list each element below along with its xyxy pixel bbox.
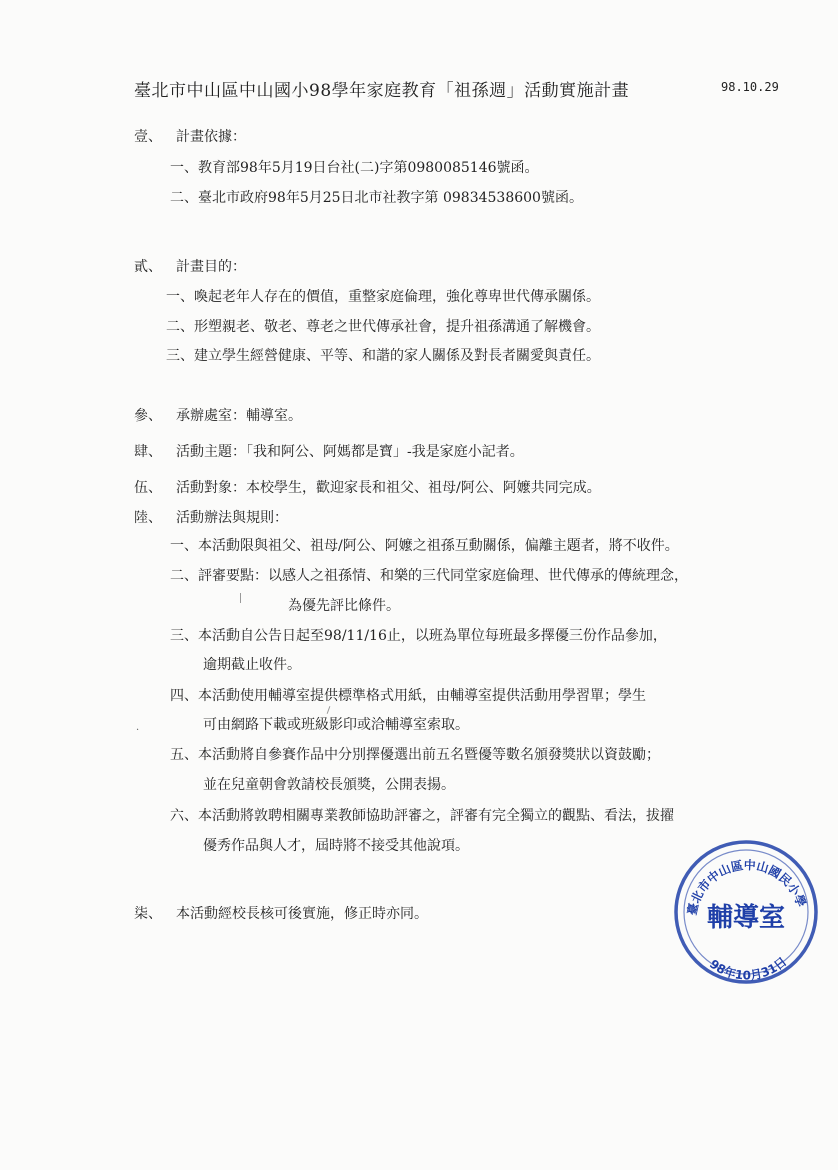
section-item-continued: 逾期截止收件。 bbox=[203, 657, 301, 673]
section-item: 二、臺北市政府98年5月25日北市社教字第 09834538600號函。 bbox=[170, 190, 583, 206]
section-text: 承辦處室：輔導室。 bbox=[176, 408, 302, 424]
section-text: 本活動經校長核可後實施，修正時亦同。 bbox=[176, 906, 428, 922]
svg-text:98年10月31日: 98年10月31日 bbox=[706, 954, 790, 983]
scan-mark bbox=[327, 706, 331, 714]
section-number: 陸、 bbox=[134, 510, 162, 526]
section-heading: 活動辦法與規則： bbox=[176, 510, 288, 526]
section-item: 五、本活動將自參賽作品中分別擇優選出前五名暨優等數名頒發獎狀以資鼓勵； bbox=[170, 747, 660, 763]
section-item: 三、建立學生經營健康、平等、和諧的家人關係及對長者關愛與責任。 bbox=[166, 348, 600, 364]
section-heading: 計畫依據： bbox=[176, 129, 246, 145]
section-item-continued: 為優先評比條件。 bbox=[288, 598, 400, 614]
section-text: 活動主題：「我和阿公、阿媽都是寶」-我是家庭小記者。 bbox=[176, 444, 524, 460]
section-item: 一、教育部98年5月19日台社(二)字第0980085146號函。 bbox=[170, 160, 539, 176]
official-seal-stamp bbox=[672, 838, 820, 986]
section-number: 貳、 bbox=[134, 259, 162, 275]
section-item-continued: 優秀作品與人才，屆時將不接受其他說項。 bbox=[203, 838, 469, 854]
svg-text:輔導室: 輔導室 bbox=[706, 903, 786, 933]
section-text: 活動對象：本校學生，歡迎家長和祖父、祖母/阿公、阿嬤共同完成。 bbox=[176, 480, 601, 496]
section-heading: 計畫目的： bbox=[176, 259, 246, 275]
section-item: 三、本活動自公告日起至98/11/16止，以班為單位每班最多擇優三份作品參加， bbox=[170, 628, 667, 644]
section-number: 參、 bbox=[134, 408, 162, 424]
svg-text:臺北市中山區中山國民小學: 臺北市中山區中山國民小學 bbox=[684, 858, 809, 917]
section-item-continued: 並在兒童朝會敦請校長頒獎，公開表揚。 bbox=[203, 777, 455, 793]
section-item: 二、評審要點：以感人之祖孫情、和樂的三代同堂家庭倫理、世代傳承的傳統理念， bbox=[170, 568, 688, 584]
section-item: 一、本活動限與祖父、祖母/阿公、阿嬤之祖孫互動關係，偏離主題者，將不收件。 bbox=[170, 538, 679, 554]
section-number: 肆、 bbox=[134, 444, 162, 460]
section-item: 二、形塑親老、敬老、尊老之世代傳承社會，提升祖孫溝通了解機會。 bbox=[166, 319, 600, 335]
section-item: 一、喚起老年人存在的價值，重整家庭倫理，強化尊卑世代傳承關係。 bbox=[166, 289, 600, 305]
document-date: 98.10.29 bbox=[721, 80, 779, 94]
section-number: 伍、 bbox=[134, 480, 162, 496]
section-item-continued: 可由網路下載或班級影印或洽輔導室索取。 bbox=[203, 717, 469, 733]
scan-dot: · bbox=[136, 725, 140, 736]
section-item: 四、本活動使用輔導室提供標準格式用紙，由輔導室提供活動用學習單；學生 bbox=[170, 688, 646, 704]
scan-mark bbox=[240, 593, 241, 603]
section-number: 壹、 bbox=[134, 129, 162, 145]
document-title: 臺北市中山區中山國小98學年家庭教育「祖孫週」活動實施計畫 bbox=[134, 81, 630, 101]
section-number: 柒、 bbox=[134, 906, 162, 922]
section-item: 六、本活動將敦聘相關專業教師協助評審之，評審有完全獨立的觀點、看法，拔擢 bbox=[170, 808, 674, 824]
